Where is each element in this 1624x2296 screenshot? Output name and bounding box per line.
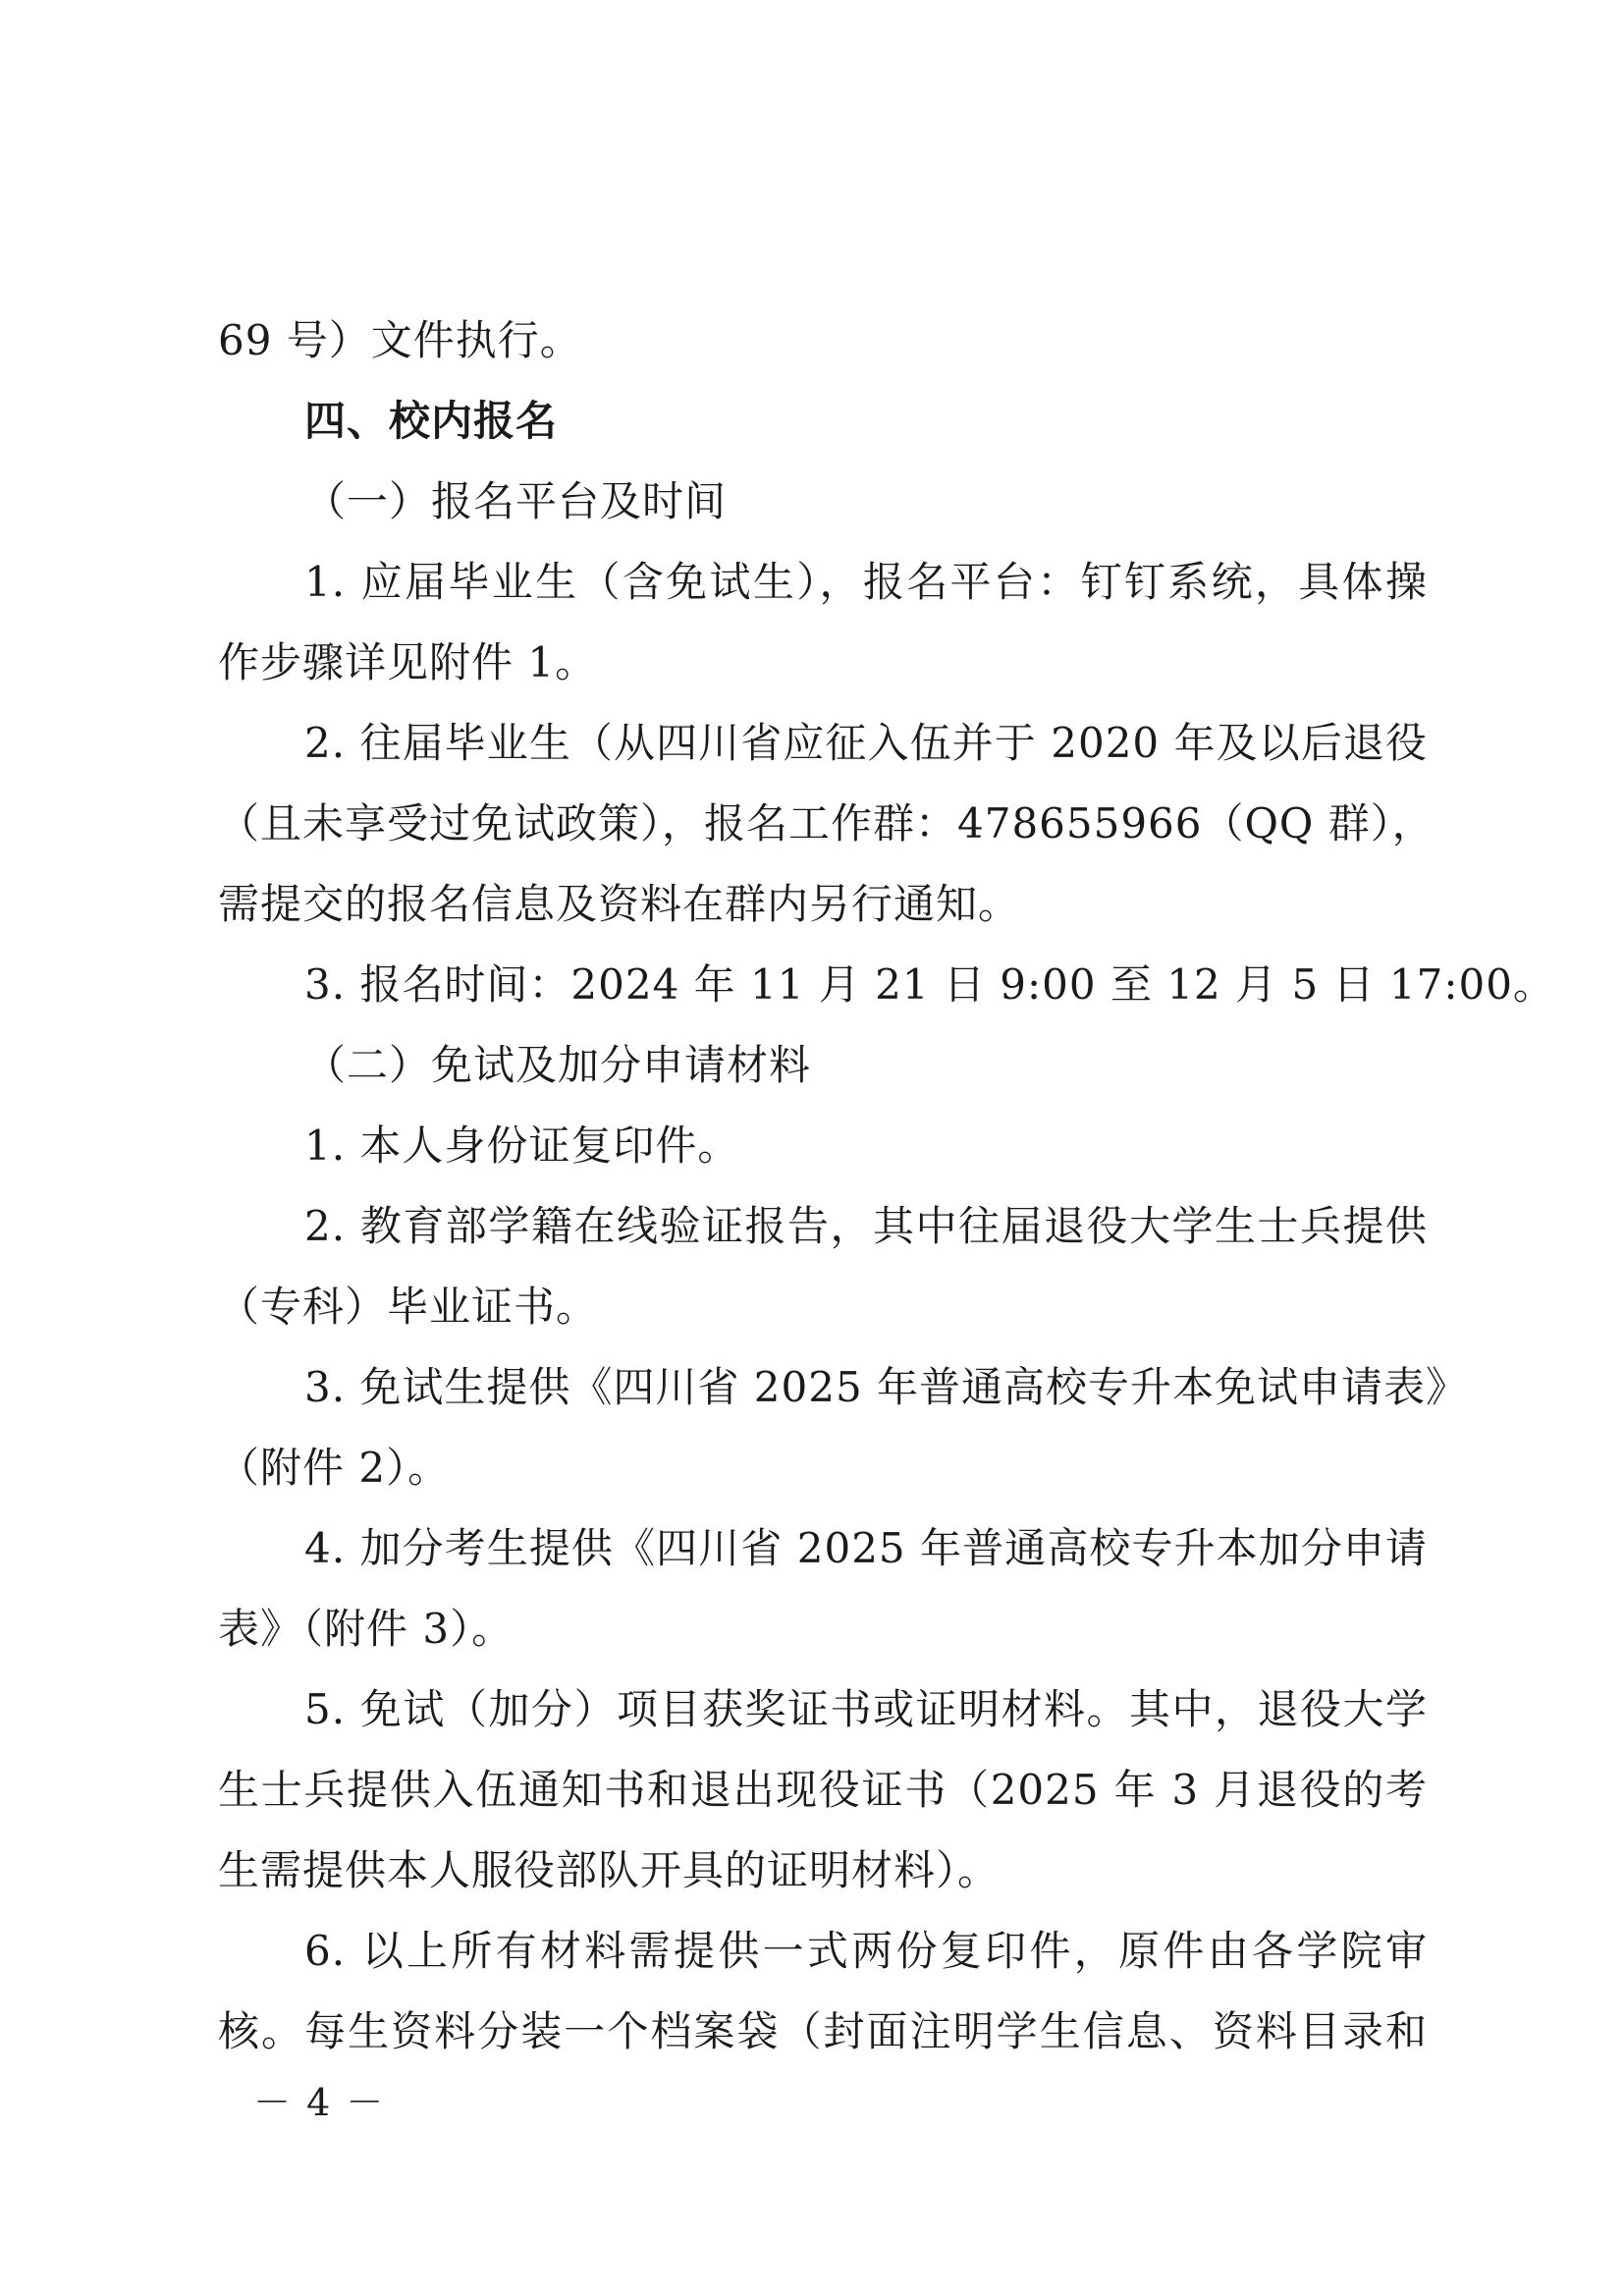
paragraph-line: 生士兵提供入伍通知书和退出现役证书（2025 年 3 月退役的考 <box>218 1766 1428 1814</box>
paragraph-line: 1. 应届毕业生（含免试生），报名平台：钉钉系统，具体操 <box>304 558 1428 606</box>
paragraph-line: 3. 报名时间：2024 年 11 月 21 日 9:00 至 12 月 5 日 17:00。 <box>304 960 1555 1009</box>
paragraph-line: 核。每生资料分装一个档案袋（封面注明学生信息、资料目录和 <box>218 2007 1428 2055</box>
paragraph-line: 表》（附件 3）。 <box>218 1605 514 1653</box>
paragraph-line: （附件 2）。 <box>218 1444 451 1492</box>
paragraph-line: 1. 本人身份证复印件。 <box>304 1121 740 1170</box>
paragraph-line: 5. 免试（加分）项目获奖证书或证明材料。其中，退役大学 <box>304 1685 1428 1733</box>
paragraph-line: 4. 加分考生提供《四川省 2025 年普通高校专升本加分申请 <box>304 1524 1428 1572</box>
paragraph-line: 生需提供本人服役部队开具的证明材料）。 <box>218 1846 1001 1894</box>
paragraph-line: （且未享受过免试政策），报名工作群：478655966（QQ 群）， <box>218 799 1435 847</box>
page-number: － 4 － <box>253 2081 386 2124</box>
document-body <box>218 301 1555 2072</box>
subsection-heading: （一）报名平台及时间 <box>304 477 728 525</box>
paragraph-line: 作步骤详见附件 1。 <box>218 638 598 686</box>
paragraph-line: 3. 免试生提供《四川省 2025 年普通高校专升本免试申请表》 <box>304 1363 1469 1411</box>
paragraph-line: 需提交的报名信息及资料在群内另行通知。 <box>218 880 1021 928</box>
paragraph-line: （专科）毕业证书。 <box>218 1283 599 1331</box>
paragraph-line: 6. 以上所有材料需提供一式两份复印件，原件由各学院审 <box>304 1927 1428 1975</box>
paragraph-line: 2. 教育部学籍在线验证报告，其中往届退役大学生士兵提供 <box>304 1202 1428 1250</box>
paragraph-line: 69 号）文件执行。 <box>218 316 582 364</box>
subsection-heading: （二）免试及加分申请材料 <box>304 1041 812 1089</box>
paragraph-line: 2. 往届毕业生（从四川省应征入伍并于 2020 年及以后退役 <box>304 719 1428 767</box>
section-heading: 四、校内报名 <box>304 397 559 445</box>
